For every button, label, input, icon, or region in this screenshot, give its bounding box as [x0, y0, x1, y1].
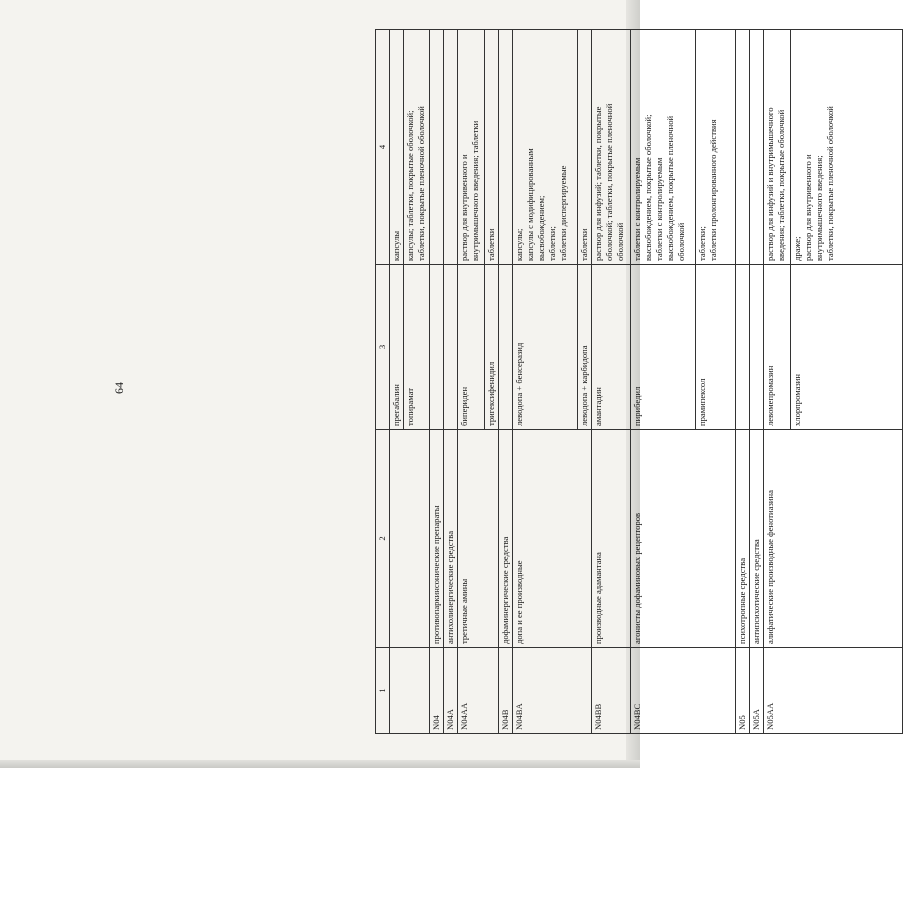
drug-cell: леводопа + бенсеразид — [513, 265, 578, 430]
table-row — [750, 30, 764, 734]
forms-cell — [592, 30, 631, 265]
code-cell: N04B — [499, 648, 513, 734]
page-number: 64 — [112, 382, 126, 394]
form-line: внутримышечного введения; — [814, 155, 824, 261]
drug-cell: тригексифенидил — [485, 265, 499, 430]
header-col-4: 4 — [376, 30, 390, 265]
code-cell: N04A — [444, 648, 458, 734]
form-line: таблетки пролонгированного действия — [708, 119, 718, 261]
table-row — [458, 30, 485, 734]
form-line: оболочкой; таблетки, покрытые пленочной — [604, 103, 614, 261]
forms-cell — [458, 30, 485, 265]
header-col-2: 2 — [376, 430, 390, 648]
table-row — [499, 30, 513, 734]
forms-cell — [390, 30, 404, 265]
form-line: оболочкой — [615, 222, 625, 261]
form-line: таблетки, покрытые пленочной оболочкой — [416, 106, 426, 261]
code-cell — [390, 648, 430, 734]
forms-cell — [631, 30, 696, 265]
group-cell: антипсихотические средства — [750, 430, 764, 648]
group-cell: третичные амины — [458, 430, 499, 648]
forms-cell — [764, 30, 791, 265]
rotated-table-container — [375, 30, 903, 734]
table-row — [631, 30, 696, 734]
code-cell: N04BB — [592, 648, 631, 734]
drug-cell: прегабалин — [390, 265, 404, 430]
form-line: капсулы — [391, 230, 401, 261]
form-line: таблетки, покрытые пленочной оболочкой — [825, 106, 835, 261]
form-line: капсулы; таблетки, покрытые оболочкой; — [405, 110, 415, 261]
drug-cell: амантадин — [592, 265, 631, 430]
forms-cell — [430, 30, 444, 265]
form-line: раствор для инфузий и внутримышечного — [765, 107, 775, 261]
form-line: капсулы; — [514, 228, 524, 261]
form-line: таблетки с контролируемым — [654, 157, 664, 261]
header-col-1: 1 — [376, 648, 390, 734]
header-col-3: 3 — [376, 265, 390, 430]
drug-cell: хлорпромазин — [791, 265, 903, 430]
forms-cell — [444, 30, 458, 265]
form-line: раствор для внутривенного и — [459, 154, 469, 261]
form-line: таблетки диспергируемые — [558, 165, 568, 261]
table-row — [390, 30, 404, 734]
drug-table — [375, 29, 903, 734]
drug-cell: прамипексол — [696, 265, 736, 430]
form-line: таблетки — [579, 228, 589, 261]
group-cell: психотропные средства — [736, 430, 750, 648]
form-line: капсулы с модифицированным — [525, 148, 535, 261]
table-row — [764, 30, 791, 734]
form-line: драже; — [792, 236, 802, 261]
drug-cell: бипериден — [458, 265, 485, 430]
group-cell: агонисты дофаминовых рецепторов — [631, 430, 736, 648]
form-line: внутримышечного введения; таблетки — [470, 120, 480, 261]
forms-cell — [696, 30, 736, 265]
group-cell: алифатические производные фенотиазина — [764, 430, 903, 648]
form-line: оболочкой — [676, 222, 686, 261]
drug-cell — [736, 265, 750, 430]
form-line: таблетки с контролируемым — [632, 157, 642, 261]
table-row — [513, 30, 578, 734]
forms-cell — [485, 30, 499, 265]
group-cell: антихолинергические средства — [444, 430, 458, 648]
code-cell: N05 — [736, 648, 750, 734]
drug-cell: пирибедил — [631, 265, 696, 430]
forms-cell — [750, 30, 764, 265]
scan-shadow-bottom — [0, 760, 640, 768]
drug-cell — [430, 265, 444, 430]
forms-cell — [578, 30, 592, 265]
drug-cell: леводопа + карбидопа — [578, 265, 592, 430]
form-line: таблетки; — [547, 226, 557, 261]
table-row — [444, 30, 458, 734]
forms-cell — [736, 30, 750, 265]
form-line: таблетки; — [697, 226, 707, 261]
code-cell: N04BC — [631, 648, 736, 734]
drug-cell — [499, 265, 513, 430]
table-row — [592, 30, 631, 734]
form-line: раствор для внутривенного и — [803, 154, 813, 261]
form-line: таблетки — [486, 228, 496, 261]
group-cell: противопаркинсонические препараты — [430, 430, 444, 648]
code-cell: N05A — [750, 648, 764, 734]
forms-cell — [404, 30, 430, 265]
form-line: высвобождением; — [536, 195, 546, 261]
drug-cell — [444, 265, 458, 430]
group-cell: производные адамантана — [592, 430, 631, 648]
group-cell: дофаминергические средства — [499, 430, 513, 648]
table-row — [430, 30, 444, 734]
form-line: введения; таблетки, покрытые оболочкой — [776, 109, 786, 261]
forms-cell — [499, 30, 513, 265]
table-row — [736, 30, 750, 734]
code-cell: N04BA — [513, 648, 592, 734]
forms-cell — [791, 30, 903, 265]
group-cell: допа и ее производные — [513, 430, 592, 648]
drug-cell: левомепромазин — [764, 265, 791, 430]
form-line: раствор для инфузий; таблетки, покрытые — [593, 106, 603, 261]
drug-cell — [750, 265, 764, 430]
forms-cell — [513, 30, 578, 265]
form-line: высвобождением, покрытые пленочной — [665, 115, 675, 261]
table-header-row — [376, 30, 390, 734]
group-cell — [390, 430, 430, 648]
code-cell: N04AA — [458, 648, 499, 734]
form-line: высвобождением, покрытые оболочкой; — [643, 114, 653, 261]
drug-cell: топирамат — [404, 265, 430, 430]
code-cell: N05AA — [764, 648, 903, 734]
code-cell: N04 — [430, 648, 444, 734]
